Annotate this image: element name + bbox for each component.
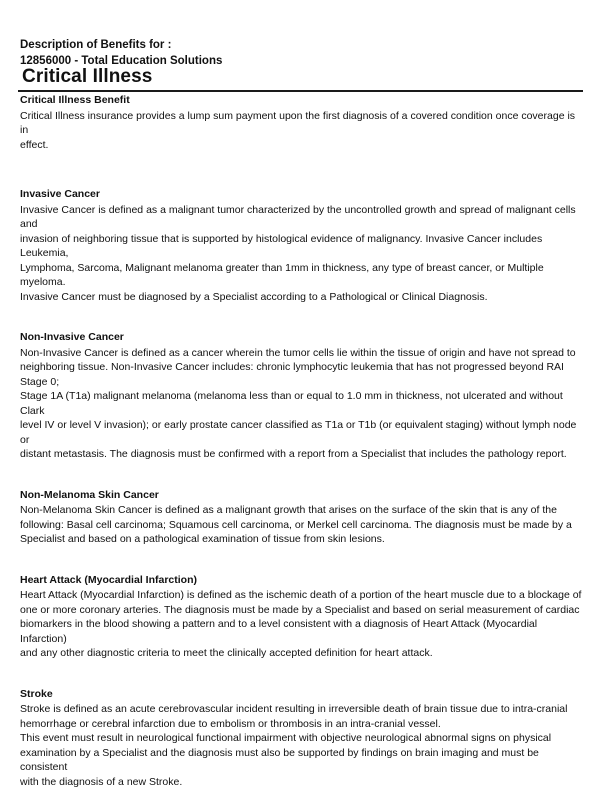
section-title: Critical Illness Benefit bbox=[20, 93, 582, 109]
section-title: Non-Melanoma Skin Cancer bbox=[20, 488, 582, 504]
section-non-melanoma-skin-cancer bbox=[20, 488, 582, 547]
section-text: Heart Attack (Myocardial Infarction) is defined as the ischemic death of a portion of the heart muscle due to a blockage of one or more coronary arteries. The diagnosis must be made by a Specialist and based on serial measurement of cardiac biomarkers in the blood showing a pattern and to a level consistent with a diagnosis of Heart Attack (Myocardial Infarction) and any other diagnostic criteria to meet the clinically accepted definition for heart attack. bbox=[20, 588, 582, 661]
section-text: Non-Melanoma Skin Cancer is defined as a malignant growth that arises on the surface of the skin that is any of the following: Basal cell carcinoma; Squamous cell carcinoma, or Merkel cell carcinoma. The diagnosis must be made by a Specialist and based on a pathological examination of tissue from skin lesions. bbox=[20, 503, 582, 547]
section-heart-attack bbox=[20, 573, 582, 661]
section-title: Heart Attack (Myocardial Infarction) bbox=[20, 573, 582, 589]
title-divider bbox=[18, 90, 583, 92]
section-non-invasive-cancer bbox=[20, 330, 582, 462]
section-title: Stroke bbox=[20, 687, 582, 703]
section-text: Non-Invasive Cancer is defined as a cancer wherein the tumor cells lie within the tissue of origin and have not spread to neighboring tissue. Non-Invasive Cancer includes: chronic lymphocytic leukemia that has not progressed beyond RAI Stage 0; Stage 1A (T1a) malignant melanoma (melanoma less than or equal to 1.0 mm in thickness, not ulcerated and without Clark level IV or level V invasion); or early prostate cancer classified as T1a or T1b (or equivalent staging) without lymph node or distant metastasis. The diagnosis must be confirmed with a report from a Specialist that includes the pathology report. bbox=[20, 346, 582, 462]
section-title: Non-Invasive Cancer bbox=[20, 330, 582, 346]
section-critical-illness-benefit bbox=[20, 93, 582, 152]
benefits-description-label: Description of Benefits for : bbox=[20, 37, 582, 53]
section-title: Invasive Cancer bbox=[20, 187, 582, 203]
section-text: Stroke is defined as an acute cerebrovascular incident resulting in irreversible death of brain tissue due to intra-cranial hemorrhage or cerebral infarction due to embolism or thrombosis in an intra-cranial vessel. This event must result in neurological functional impairment with objective neurological abnormal signs on physical examination by a Specialist and the diagnosis must also be supported by findings on brain imaging and must be consistent with the diagnosis of a new Stroke. bbox=[20, 702, 582, 789]
section-text: Critical Illness insurance provides a lump sum payment upon the first diagnosis of a covered condition once coverage is in effect. bbox=[20, 109, 582, 153]
benefit-sections bbox=[20, 93, 582, 789]
section-invasive-cancer bbox=[20, 187, 582, 304]
section-text: Invasive Cancer is defined as a malignant tumor characterized by the uncontrolled growth and spread of malignant cells and invasion of neighboring tissue that is supported by histological evidence of malignancy. Invasive Cancer includes Leukemia, Lymphoma, Sarcoma, Malignant melanoma greater than 1mm in thickness, any type of breast cancer, or Multiple myeloma. Invasive Cancer must be diagnosed by a Specialist according to a Pathological or Clinical Diagnosis. bbox=[20, 203, 582, 305]
page-title: Critical Illness bbox=[22, 66, 152, 88]
policy-number-and-company: 12856000 - Total Education Solutions bbox=[20, 53, 582, 69]
section-stroke bbox=[20, 687, 582, 789]
document-header bbox=[20, 37, 582, 69]
